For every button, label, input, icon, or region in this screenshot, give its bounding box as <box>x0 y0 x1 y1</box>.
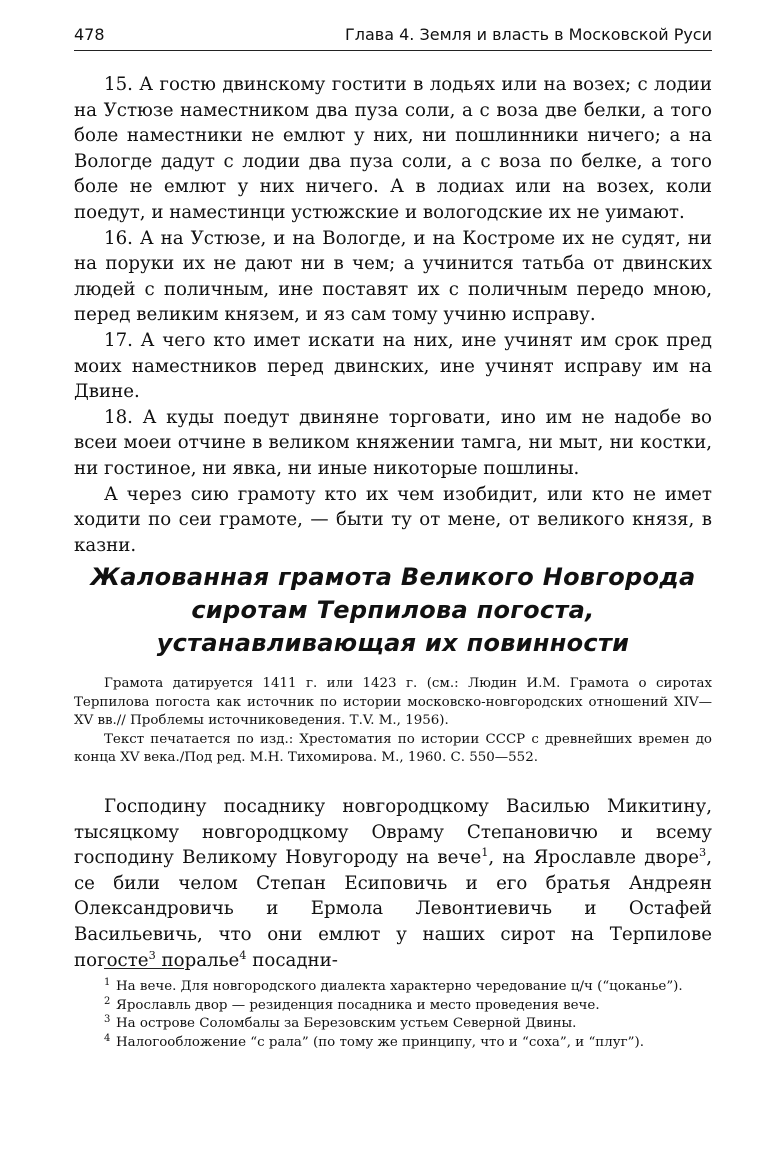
footnote-ref-1[interactable]: 1 <box>481 846 489 860</box>
footnote-ref-4[interactable]: 4 <box>239 948 247 962</box>
section-title-line-2: сиротам Терпилова погоста, <box>191 596 595 624</box>
article-15: 15. А гостю двинскому гостити в лодьях или на возех; с лодии на Устюзе наместником два пуза соли, а с воза две белки, а того боле наместники не емлют у них, ни пошлинники ничего; а на Вологде дадут с лодии два пуза соли, а с воза по белке, а того боле не емлют у них ничего. А в лодиах или на возех, коли поедут, и наместинци устюжские и вологодские их не уимают. <box>74 74 712 223</box>
petition-text <box>74 794 712 973</box>
footnotes <box>74 978 712 1052</box>
footnote-ref-3a[interactable]: 3 <box>699 846 707 860</box>
petition-part-2: , на Ярославле дворе <box>488 847 700 869</box>
petition-part-4: поралье <box>155 949 240 971</box>
section-title <box>74 561 712 660</box>
chapter-title: Глава 4. Земля и власть в Московской Руси <box>345 25 712 44</box>
source-note <box>74 675 712 768</box>
edition-note: Текст печатается по изд.: Хрестоматия по истории СССР с древнейших времен до конца XV века./Под ред. М.Н. Тихомирова. М., 1960. С. 550—552. <box>74 731 712 766</box>
footnote-text: На вече. Для новгородского диалекта характерно чередование ц/ч (“цоканье”). <box>116 979 683 994</box>
footnote-2 <box>74 997 712 1016</box>
article-18: 18. А куды поедут двиняне торговати, ино им не надобе во всеи моеи отчине в великом княжении тамга, ни мыт, ни костки, ни гостиное, ни явка, ни иные никоторые пошлины. <box>74 406 712 479</box>
footnote-text: Ярославль двор — резиденция посадника и место проведения вече. <box>116 997 600 1013</box>
footnote-1 <box>74 978 712 997</box>
dating-note: Грамота датируется 1411 г. или 1423 г. (см.: Людин И.М. Грамота о сиротах Терпилова погоста как источник по истории московско-новгородских отношений XIV—XV вв.// Проблемы источниковедения. Т.V. М., 1956). <box>74 676 712 729</box>
footnote-text: Налогообложение “с рала” (по тому же принципу, что и “соха”, и “плуг”). <box>116 1034 644 1050</box>
petition-paragraph <box>74 794 712 973</box>
petition-part-1: Господину посаднику новгородцкому Василью Микитину, тысяцкому новгородцкому Овраму Степановичю и всему господину Великому Новугороду на вече <box>74 796 712 869</box>
section-title-line-1: Жалованная грамота Великого Новгорода <box>90 563 696 591</box>
section-title-line-3: устанавливающая их повинности <box>156 629 630 657</box>
footnote-text: На острове Соломбалы за Березовским устьем Северной Двины. <box>116 1016 577 1032</box>
footnote-3 <box>74 1015 712 1034</box>
footnote-ref-3b[interactable]: 3 <box>148 948 156 962</box>
footnote-4 <box>74 1034 712 1053</box>
header-rule <box>74 50 712 51</box>
article-16: 16. А на Устюзе, и на Вологде, и на Костроме их не судят, ни на поруки их не дают ни в чем; а учинится татьба от двинских людей с поличным, ине поставят их с поличным передо мною, перед великим князем, и яз сам тому учиню исправу. <box>74 227 712 326</box>
footnote-mark: 3 <box>104 1014 111 1026</box>
footnote-mark: 4 <box>104 1032 111 1044</box>
article-17: 17. А чего кто имет искати на них, ине учинят им срок пред моих наместников перед двинских, ине учинят исправу им на Двине. <box>74 329 712 403</box>
charter-articles <box>74 72 712 558</box>
page-number: 478 <box>74 25 105 44</box>
running-header <box>74 22 712 48</box>
footnote-rule <box>104 968 184 969</box>
footnote-mark: 1 <box>104 977 111 988</box>
petition-part-3: , се били челом Степан Есиповичь и его братья Андреян Олександровичь и Ермола Левонтиевичь и Остафей Васильевичь, что они емлют у наших сирот на Терпилове погосте <box>74 847 713 971</box>
petition-part-5: посадни- <box>246 949 338 971</box>
closing-clause: А через сию грамоту кто их чем изобидит, или кто не имет ходити по сеи грамоте, — быти ту от мене, от великого князя, в казни. <box>74 483 712 556</box>
footnote-mark: 2 <box>104 995 111 1007</box>
